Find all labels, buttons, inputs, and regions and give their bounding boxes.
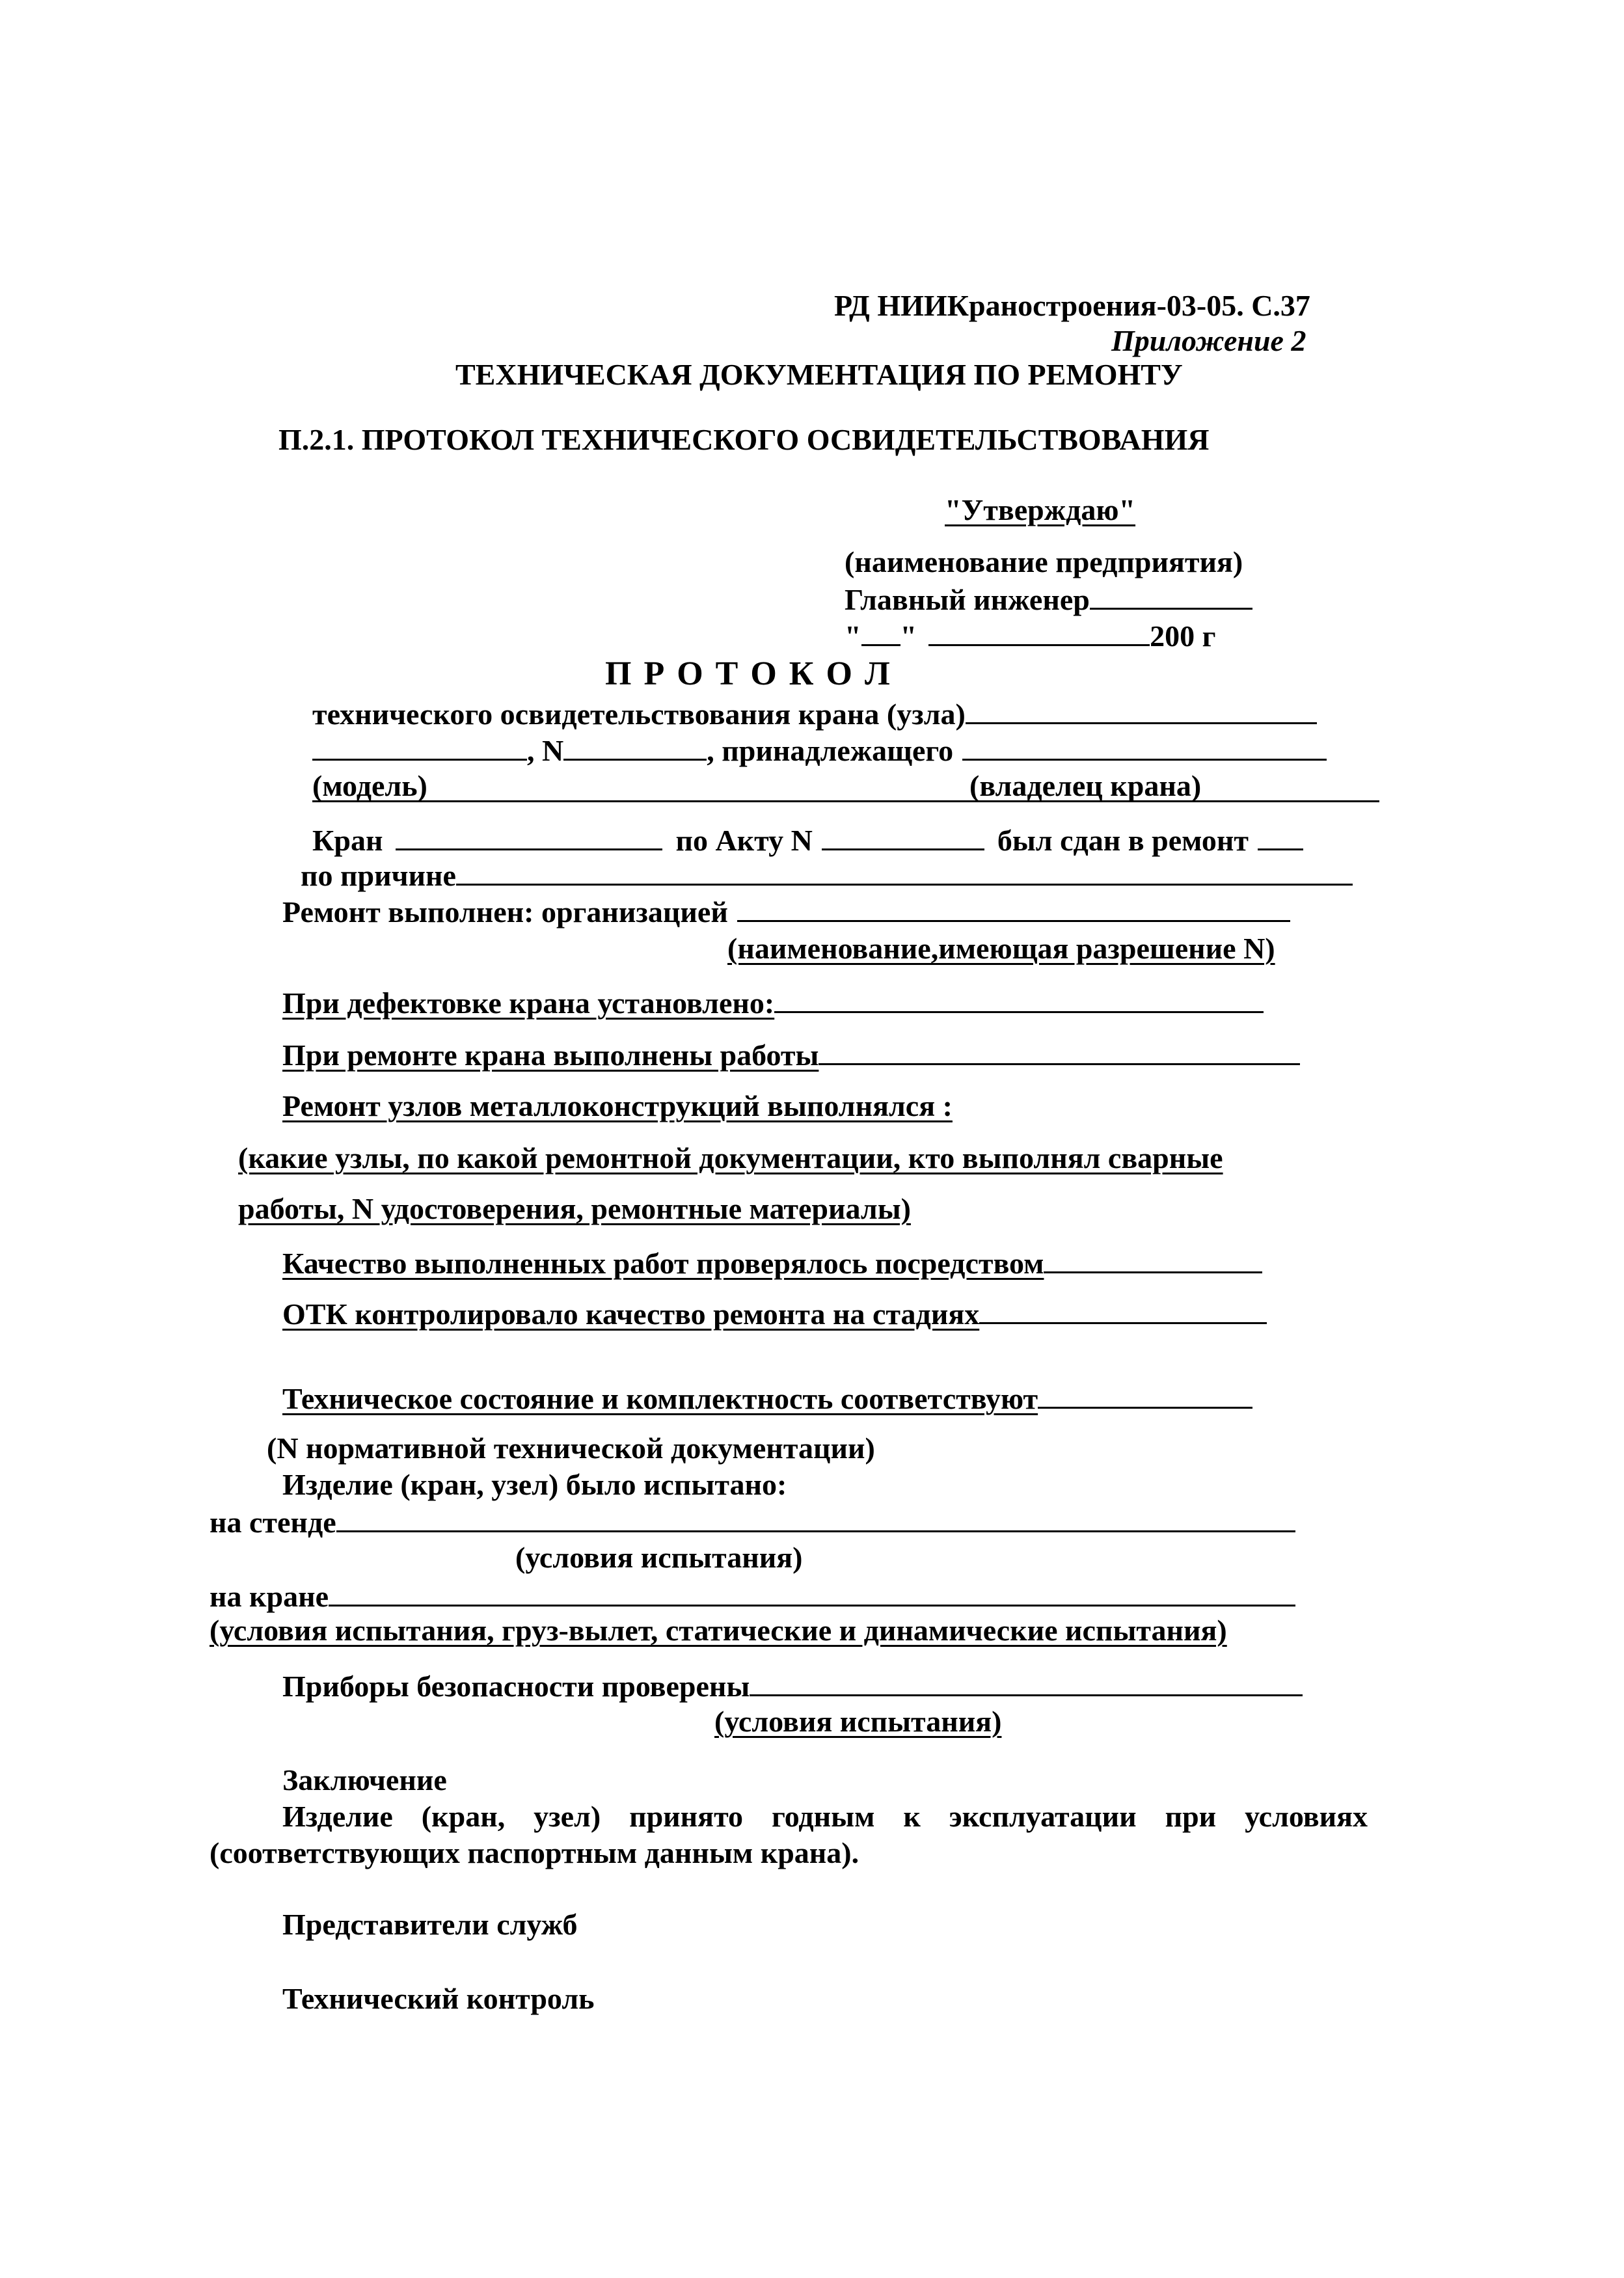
stand-line [210, 1503, 1295, 1541]
enterprise-label: (наименование предприятия) [845, 545, 1243, 578]
quality-label: Качество выполненных работ проверялось посредством [282, 1247, 1044, 1280]
day-field[interactable] [861, 617, 900, 646]
repair-org-field[interactable] [737, 893, 1290, 922]
stand-label: на стенде [210, 1506, 336, 1539]
belonging-label: , принадлежащего [707, 734, 954, 767]
handed-label: был сдан в ремонт [997, 824, 1249, 857]
quality-field[interactable] [1044, 1244, 1262, 1273]
conclusion-text-2: (соответствующих паспортным данным крана). [210, 1836, 859, 1869]
tested-label: Изделие (кран, узел) было испытано: [282, 1468, 787, 1501]
works-line [282, 1036, 1300, 1074]
ntd-hint: (N нормативной технической документации) [267, 1431, 875, 1465]
repair-org-label: Ремонт выполнен: организацией [282, 895, 728, 929]
safety-hint: (условия испытания) [714, 1705, 1002, 1738]
number-prefix: , N [527, 734, 564, 767]
act-number-field[interactable] [822, 821, 984, 850]
year-label: 200 г [1150, 619, 1216, 653]
reason-label: по причине [301, 859, 456, 892]
on-crane-label: на кране [210, 1580, 329, 1613]
reason-field[interactable] [456, 856, 1353, 886]
metal-hint-1: (какие узлы, по какой ремонтной документации, кто выполнял сварные [238, 1141, 1223, 1174]
works-label: При ремонте крана выполнены работы [282, 1038, 819, 1072]
crane-unit-label: технического освидетельствования крана (узла) [312, 698, 966, 731]
repair-org-line [282, 893, 1290, 930]
safety-field[interactable] [750, 1667, 1303, 1696]
conclusion-heading: Заключение [282, 1763, 447, 1797]
month-field[interactable] [928, 617, 1150, 646]
handed-field[interactable] [1258, 821, 1303, 850]
date-line [845, 617, 1215, 655]
chief-engineer-label: Главный инженер [845, 583, 1090, 616]
safety-label: Приборы безопасности проверены [282, 1670, 750, 1703]
metal-repair-label: Ремонт узлов металлоконструкций выполнялся : [282, 1089, 953, 1122]
crane-field[interactable] [396, 821, 662, 850]
model-hint: (модель) [312, 769, 427, 802]
tech-control-label: Технический контроль [282, 1982, 595, 2015]
conclusion-text-1: Изделие (кран, узел) принято годным к эксплуатации при условиях [282, 1800, 1368, 1833]
owner-hint: (владелец крана) [969, 769, 1202, 802]
tech-state-line [282, 1379, 1252, 1417]
safety-line [282, 1667, 1303, 1705]
defect-line [282, 984, 1264, 1022]
defect-field[interactable] [774, 984, 1264, 1013]
crane-test-field[interactable] [329, 1577, 1295, 1607]
number-field[interactable] [563, 731, 707, 761]
tech-state-field[interactable] [1038, 1379, 1252, 1409]
crane-test-line [210, 1577, 1295, 1615]
reason-line [301, 856, 1353, 894]
appendix-label: Приложение 2 [1111, 324, 1306, 357]
otk-label: ОТК контролировало качество ремонта на стадиях [282, 1297, 980, 1331]
section-title: ТЕХНИЧЕСКАЯ ДОКУМЕНТАЦИЯ ПО РЕМОНТУ [455, 358, 1183, 391]
metal-hint-2: работы, N удостоверения, ремонтные материалы) [238, 1192, 911, 1225]
by-act-label: по Акту N [675, 824, 813, 857]
crane-test-hint: (условия испытания, груз-вылет, статические и динамические испытания) [210, 1614, 1227, 1647]
defect-label: При дефектовке крана установлено: [282, 986, 775, 1020]
crane-unit-line [312, 695, 1317, 733]
chief-engineer-line [845, 580, 1252, 618]
tech-state-label: Техническое состояние и комплектность соответствуют [282, 1382, 1038, 1415]
model-number-line [312, 731, 1327, 769]
works-field[interactable] [819, 1036, 1300, 1065]
stand-conditions-hint: (условия испытания) [515, 1541, 803, 1574]
quote-close: " [900, 619, 917, 653]
owner-field[interactable] [962, 731, 1327, 761]
crane-act-line [312, 821, 1303, 859]
approve-label: "Утверждаю" [945, 493, 1136, 526]
subsection-title: П.2.1. ПРОТОКОЛ ТЕХНИЧЕСКОГО ОСВИДЕТЕЛЬСТВОВАНИЯ [278, 423, 1210, 456]
protocol-title: П Р О Т О К О Л [605, 655, 892, 692]
crane-label: Кран [312, 824, 383, 857]
quality-line [282, 1244, 1262, 1282]
otk-field[interactable] [979, 1295, 1267, 1324]
doc-reference: РД НИИКраностроения-03-05. С.37 [834, 289, 1310, 322]
representatives-label: Представители служб [282, 1908, 578, 1941]
otk-line [282, 1295, 1267, 1333]
org-name-hint: (наименование,имеющая разрешение N) [727, 932, 1275, 965]
stand-field[interactable] [336, 1503, 1295, 1532]
model-owner-hints [312, 768, 1379, 802]
model-field[interactable] [312, 731, 527, 761]
crane-unit-field[interactable] [966, 695, 1317, 724]
quote-open: " [845, 619, 861, 653]
chief-engineer-field[interactable] [1090, 580, 1252, 610]
